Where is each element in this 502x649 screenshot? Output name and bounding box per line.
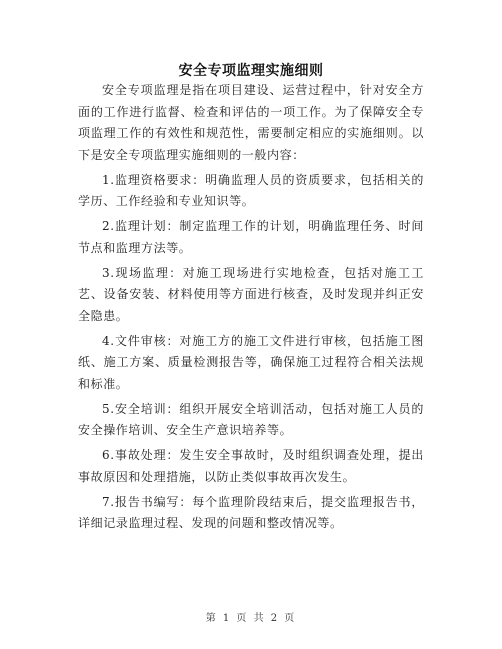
item-report-writing: 7.报告书编写：每个监理阶段结束后，提交监理报告书，详细记录监理过程、发现的问题和整改情况等。 [78,494,424,530]
document-body [78,80,424,538]
intro-paragraph: 安全专项监理是指在项目建设、运营过程中，针对安全方面的工作进行监督、检查和评估的一项工作。为了保障安全专项监理工作的有效性和规范性，需要制定相应的实施细则。以下是安全专项监理实施细则的一般内容： [78,83,424,162]
item-site-supervision: 3.现场监理：对施工现场进行实地检查，包括对施工工艺、设备安装、材料使用等方面进行核查，及时发现并纠正安全隐患。 [78,265,424,323]
item-plan: 2.监理计划：制定监理工作的计划，明确监理任务、时间节点和监理方法等。 [78,219,424,255]
page-number-footer: 第 1 页 共 2 页 [205,613,297,624]
item-qualification: 1.监理资格要求：明确监理人员的资质要求，包括相关的学历、工作经验和专业知识等。 [78,172,424,208]
item-safety-training: 5.安全培训：组织开展安全培训活动，包括对施工人员的安全操作培训、安全生产意识培养等。 [78,401,424,437]
item-accident-handling: 6.事故处理：发生安全事故时，及时组织调查处理，提出事故原因和处理措施，以防止类似事故再次发生。 [78,448,424,484]
document-title: 安全专项监理实施细则 [178,63,324,79]
item-document-review: 4.文件审核：对施工方的施工文件进行审核，包括施工图纸、施工方案、质量检测报告等，确保施工过程符合相关法规和标准。 [78,333,424,391]
